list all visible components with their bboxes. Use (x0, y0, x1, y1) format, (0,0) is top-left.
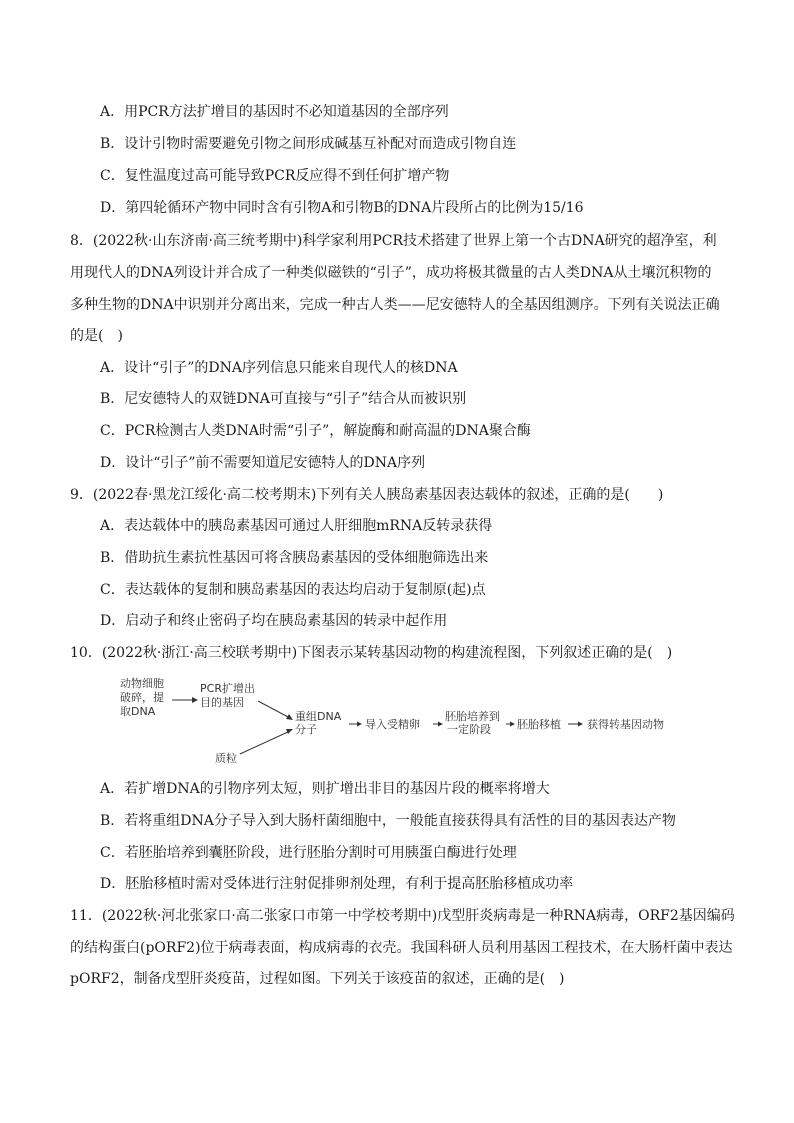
q9-option-d: D．启动子和终止密码子均在胰岛素基因的转录中起作用 (100, 613, 448, 629)
q8-stem-line-4: 的是( ) (70, 328, 123, 344)
flow-arrowhead-7 (578, 722, 583, 727)
q11-stem-line-2: 的结构蛋白(pORF2)位于病毒表面，构成病毒的衣壳。我国科研人员利用基因工程技术，在大肠杆菌中表达 (70, 940, 733, 956)
q10-option-c: C．若胚胎培养到囊胚阶段，进行胚胎分割时可用胰蛋白酶进行处理 (100, 845, 517, 861)
flow-arrow-2 (258, 701, 290, 718)
q7-option-b: B．设计引物时需要避免引物之间形成碱基互补配对而造成引物自连 (100, 136, 517, 152)
flow-arrowhead-6 (510, 722, 515, 727)
q9-option-b: B．借助抗生素抗性基因可将含胰岛素基因的受体细胞筛选出来 (100, 550, 489, 566)
q10-option-a: A．若扩增DNA的引物序列太短，则扩增出非目的基因片段的概率将增大 (100, 781, 550, 797)
flow-arrowhead-2 (286, 714, 293, 720)
flow-step-culture-line-1: 胚胎培养到 (445, 710, 500, 723)
flow-step-culture-line-2: 一定阶段 (447, 723, 491, 736)
flow-recombinant-line-2: 分子 (295, 723, 317, 736)
q9-option-c: C．表达载体的复制和胰岛素基因的表达均启动于复制原(起)点 (100, 582, 486, 598)
flow-arrow-3 (240, 731, 290, 754)
q8-option-b: B．尼安德特人的双链DNA可直接与“引子”结合从而被识别 (100, 391, 467, 407)
q10-stem-line-1: 10．(2022秋·浙江·高三校联考期中)下图表示某转基因动物的构建流程图，下列叙述正确的是( ) (70, 645, 673, 661)
transgenic-flow-diagram (115, 676, 695, 768)
q10-option-d: D．胚胎移植时需对受体进行注射促排卵剂处理，有利于提高胚胎移植成功率 (100, 876, 574, 892)
q9-stem-line-1: 9．(2022春·黑龙江绥化·高二校考期末)下列有关人胰岛素基因表达载体的叙述，正确的是( ) (70, 487, 664, 503)
flow-arrowhead-1 (192, 697, 198, 703)
q8-stem-line-3: 多种生物的DNA中识别并分离出来，完成一种古人类——尼安德特人的全基因组测序。下列有关说法正确 (70, 297, 720, 313)
flow-pcr-line-2: 目的基因 (200, 696, 244, 709)
q11-stem-line-1: 11．(2022秋·河北张家口·高二张家口市第一中学校考期中)戊型肝炎病毒是一种RNA病毒，ORF2基因编码 (70, 908, 735, 924)
q9-option-a: A．表达载体中的胰岛素基因可通过人肝细胞mRNA反转录获得 (100, 518, 493, 534)
q7-option-c: C．复性温度过高可能导致PCR反应得不到任何扩增产物 (100, 168, 450, 184)
q8-stem-line-2: 用现代人的DNA列设计并合成了一种类似磁铁的“引子”，成功将极其微量的古人类DNA从土壤沉积物的 (70, 265, 712, 281)
flow-pcr-line-1: PCR扩增出 (200, 682, 255, 695)
q10-option-b: B．若将重组DNA分子导入到大肠杆菌细胞中，一般能直接获得具有活性的目的基因表达产物 (100, 813, 676, 829)
q8-stem-line-1: 8．(2022秋·山东济南·高三统考期中)科学家利用PCR技术搭建了世界上第一个古DNA研究的超净室，利 (70, 233, 717, 249)
q8-option-c: C．PCR检测古人类DNA时需“引子”，解旋酶和耐高温的DNA聚合酶 (100, 423, 531, 439)
flow-plasmid: 质粒 (215, 752, 237, 765)
q8-option-d: D．设计“引子”前不需要知道尼安德特人的DNA序列 (100, 455, 426, 471)
flow-source-line-1: 动物细胞 (120, 677, 164, 690)
flow-arrowhead-4 (357, 722, 362, 727)
q7-option-a: A．用PCR方法扩增目的基因时不必知道基因的全部序列 (100, 104, 449, 120)
flow-step-result: 获得转基因动物 (587, 718, 664, 731)
flow-step-transfer: 胚胎移植 (517, 718, 561, 731)
q8-option-a: A．设计“引子”的DNA序列信息只能来自现代人的核DNA (100, 360, 458, 376)
q7-option-d: D．第四轮循环产物中同时含有引物A和引物B的DNA片段所占的比例为15/16 (100, 200, 584, 216)
flow-step-inject: 导入受精卵 (365, 718, 420, 731)
flow-recombinant-line-1: 重组DNA (295, 710, 342, 723)
flow-arrowhead-5 (438, 722, 443, 727)
q11-stem-line-3: pORF2，制备戊型肝炎疫苗，过程如图。下列关于该疫苗的叙述，正确的是( ) (70, 971, 565, 987)
flow-source-line-3: 取DNA (120, 705, 156, 718)
flow-arrowhead-3 (286, 729, 293, 734)
flow-source-line-2: 破碎，提 (120, 691, 164, 704)
